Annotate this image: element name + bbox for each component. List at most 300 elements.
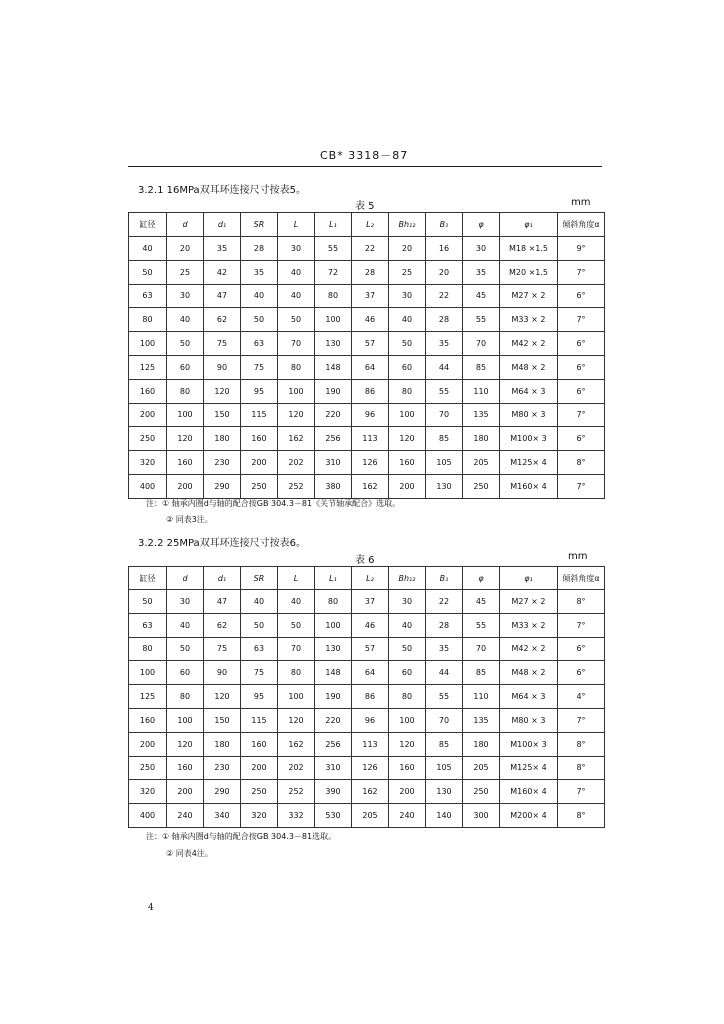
table-cell: 205 bbox=[463, 451, 500, 475]
column-header: Bh₁₂ bbox=[389, 213, 426, 237]
table-cell: 160 bbox=[241, 427, 278, 451]
table-cell: 30 bbox=[389, 284, 426, 308]
table-cell: 125 bbox=[129, 685, 167, 709]
table-cell: 162 bbox=[352, 780, 389, 804]
table-row bbox=[129, 590, 605, 614]
table-row bbox=[129, 308, 605, 332]
document-code: CB* 3318－87 bbox=[320, 149, 409, 162]
table-cell: M27 × 2 bbox=[500, 284, 558, 308]
table-cell: 200 bbox=[389, 780, 426, 804]
table-cell: 40 bbox=[167, 308, 204, 332]
table-cell: 6° bbox=[558, 332, 605, 356]
table-cell: 250 bbox=[129, 756, 167, 780]
table-cell: 30 bbox=[167, 284, 204, 308]
table-cell: 160 bbox=[167, 451, 204, 475]
table-cell: 148 bbox=[315, 355, 352, 379]
table-cell: 115 bbox=[241, 403, 278, 427]
table-cell: 202 bbox=[278, 451, 315, 475]
table-cell: 25 bbox=[389, 260, 426, 284]
table-cell: 7° bbox=[558, 474, 605, 498]
table-cell: 150 bbox=[204, 403, 241, 427]
table-cell: 35 bbox=[463, 260, 500, 284]
page-number: 4 bbox=[148, 903, 154, 913]
table-cell: 310 bbox=[315, 756, 352, 780]
table-cell: 126 bbox=[352, 451, 389, 475]
table-cell: 190 bbox=[315, 379, 352, 403]
column-header: d bbox=[167, 213, 204, 237]
table-cell: 35 bbox=[204, 237, 241, 261]
table-cell: 70 bbox=[278, 637, 315, 661]
table-cell: M125× 4 bbox=[500, 451, 558, 475]
table-cell: 100 bbox=[278, 685, 315, 709]
table-cell: M200× 4 bbox=[500, 804, 558, 828]
table-cell: 7° bbox=[558, 780, 605, 804]
table-cell: 22 bbox=[352, 237, 389, 261]
table-cell: 95 bbox=[241, 685, 278, 709]
table-cell: 47 bbox=[204, 590, 241, 614]
table-cell: 75 bbox=[241, 355, 278, 379]
table-cell: 240 bbox=[389, 804, 426, 828]
table-cell: 100 bbox=[278, 379, 315, 403]
table-cell: 64 bbox=[352, 661, 389, 685]
table-cell: 64 bbox=[352, 355, 389, 379]
table-cell: 200 bbox=[129, 403, 167, 427]
column-header: φ bbox=[463, 567, 500, 590]
table-cell: 530 bbox=[315, 804, 352, 828]
table-cell: 16 bbox=[426, 237, 463, 261]
column-header: L₁ bbox=[315, 213, 352, 237]
table-cell: 252 bbox=[278, 474, 315, 498]
table-cell: 90 bbox=[204, 661, 241, 685]
table-cell: 390 bbox=[315, 780, 352, 804]
table-cell: 256 bbox=[315, 427, 352, 451]
table-row bbox=[129, 355, 605, 379]
table-cell: 70 bbox=[426, 403, 463, 427]
table-cell: 60 bbox=[167, 355, 204, 379]
table-cell: 6° bbox=[558, 427, 605, 451]
table-row bbox=[129, 284, 605, 308]
table-row bbox=[129, 804, 605, 828]
table-cell: 50 bbox=[278, 308, 315, 332]
table-cell: 250 bbox=[463, 780, 500, 804]
table-cell: 80 bbox=[389, 685, 426, 709]
table-cell: 80 bbox=[167, 379, 204, 403]
table-cell: 50 bbox=[278, 613, 315, 637]
column-header: φ₁ bbox=[500, 213, 558, 237]
table-cell: 240 bbox=[167, 804, 204, 828]
table-cell: M125× 4 bbox=[500, 756, 558, 780]
table-6-caption: 表 6 bbox=[355, 555, 375, 566]
table-cell: 105 bbox=[426, 756, 463, 780]
table-5-caption: 表 5 bbox=[355, 201, 375, 212]
table-cell: 70 bbox=[463, 637, 500, 661]
table-cell: 40 bbox=[129, 237, 167, 261]
table-6-note-1: 注：① 轴承内圈d与轴的配合按GB 304.3－81选取。 bbox=[146, 832, 337, 841]
table-cell: 7° bbox=[558, 403, 605, 427]
table-cell: 63 bbox=[129, 613, 167, 637]
table-5-note-1: 注：① 轴承内圈d与轴的配合按GB 304.3－81《关节轴承配合》选取。 bbox=[146, 499, 401, 508]
table-cell: 57 bbox=[352, 332, 389, 356]
table-cell: 20 bbox=[389, 237, 426, 261]
table-cell: 340 bbox=[204, 804, 241, 828]
table-cell: 230 bbox=[204, 451, 241, 475]
table-cell: 6° bbox=[558, 379, 605, 403]
table-cell: 85 bbox=[463, 661, 500, 685]
table-cell: 120 bbox=[167, 427, 204, 451]
table-cell: 300 bbox=[463, 804, 500, 828]
table-cell: 30 bbox=[463, 237, 500, 261]
table-cell: 6° bbox=[558, 661, 605, 685]
table-cell: 380 bbox=[315, 474, 352, 498]
table-cell: 40 bbox=[278, 590, 315, 614]
table-cell: 46 bbox=[352, 613, 389, 637]
table-cell: 230 bbox=[204, 756, 241, 780]
table-cell: 160 bbox=[167, 756, 204, 780]
table-cell: 100 bbox=[315, 308, 352, 332]
table-cell: 50 bbox=[129, 260, 167, 284]
table-cell: 80 bbox=[278, 661, 315, 685]
table-cell: 100 bbox=[315, 613, 352, 637]
table-cell: 22 bbox=[426, 284, 463, 308]
table-cell: 100 bbox=[167, 708, 204, 732]
table-cell: 47 bbox=[204, 284, 241, 308]
column-header: B₁ bbox=[426, 567, 463, 590]
table-cell: 100 bbox=[389, 403, 426, 427]
table-cell: 90 bbox=[204, 355, 241, 379]
table-cell: 125 bbox=[129, 355, 167, 379]
column-header: 倾斜角度α bbox=[558, 213, 605, 237]
column-header: SR bbox=[241, 213, 278, 237]
table-cell: 180 bbox=[463, 732, 500, 756]
column-header: L₂ bbox=[352, 213, 389, 237]
table-cell: 63 bbox=[129, 284, 167, 308]
table-cell: 290 bbox=[204, 780, 241, 804]
table-cell: 44 bbox=[426, 661, 463, 685]
table-cell: 55 bbox=[315, 237, 352, 261]
table-cell: 290 bbox=[204, 474, 241, 498]
table-cell: 55 bbox=[463, 308, 500, 332]
table-cell: 130 bbox=[315, 637, 352, 661]
table-cell: 50 bbox=[389, 332, 426, 356]
table-cell: 86 bbox=[352, 379, 389, 403]
table-cell: 20 bbox=[426, 260, 463, 284]
table-cell: 8° bbox=[558, 756, 605, 780]
table-cell: 6° bbox=[558, 355, 605, 379]
table-cell: 80 bbox=[129, 308, 167, 332]
table-cell: 55 bbox=[463, 613, 500, 637]
table-cell: 75 bbox=[241, 661, 278, 685]
table-cell: 256 bbox=[315, 732, 352, 756]
table-cell: M27 × 2 bbox=[500, 590, 558, 614]
table-cell: 6° bbox=[558, 284, 605, 308]
table-cell: 45 bbox=[463, 590, 500, 614]
table-cell: 72 bbox=[315, 260, 352, 284]
table-cell: 85 bbox=[426, 732, 463, 756]
table-cell: M33 × 2 bbox=[500, 308, 558, 332]
table-cell: 110 bbox=[463, 379, 500, 403]
table-cell: 320 bbox=[129, 780, 167, 804]
table-cell: 42 bbox=[204, 260, 241, 284]
table-row bbox=[129, 427, 605, 451]
table-cell: M160× 4 bbox=[500, 474, 558, 498]
table-5 bbox=[128, 212, 605, 499]
table-cell: 62 bbox=[204, 613, 241, 637]
table-cell: M42 × 2 bbox=[500, 332, 558, 356]
table-cell: 30 bbox=[167, 590, 204, 614]
table-cell: 160 bbox=[389, 451, 426, 475]
table-cell: 28 bbox=[241, 237, 278, 261]
column-header: L₁ bbox=[315, 567, 352, 590]
table-cell: 85 bbox=[463, 355, 500, 379]
table-cell: 55 bbox=[426, 379, 463, 403]
table-cell: 40 bbox=[241, 590, 278, 614]
table-cell: 40 bbox=[241, 284, 278, 308]
table-cell: 120 bbox=[204, 685, 241, 709]
table-cell: 95 bbox=[241, 379, 278, 403]
table-cell: M80 × 3 bbox=[500, 708, 558, 732]
table-row bbox=[129, 780, 605, 804]
table-cell: 70 bbox=[463, 332, 500, 356]
table-cell: 45 bbox=[463, 284, 500, 308]
table-cell: 148 bbox=[315, 661, 352, 685]
table-cell: 100 bbox=[389, 708, 426, 732]
table-cell: 115 bbox=[241, 708, 278, 732]
table-row bbox=[129, 260, 605, 284]
table-cell: 120 bbox=[389, 732, 426, 756]
table-cell: 60 bbox=[167, 661, 204, 685]
table-cell: 150 bbox=[204, 708, 241, 732]
table-row bbox=[129, 403, 605, 427]
table-cell: 320 bbox=[241, 804, 278, 828]
table-cell: 80 bbox=[315, 284, 352, 308]
table-cell: 8° bbox=[558, 804, 605, 828]
column-header: 倾斜角度α bbox=[558, 567, 605, 590]
table-cell: 250 bbox=[463, 474, 500, 498]
table-row bbox=[129, 474, 605, 498]
table-cell: 85 bbox=[426, 427, 463, 451]
table-cell: 28 bbox=[426, 613, 463, 637]
table-row bbox=[129, 332, 605, 356]
header-rule bbox=[128, 166, 602, 167]
column-header: Bh₁₂ bbox=[389, 567, 426, 590]
table-cell: 190 bbox=[315, 685, 352, 709]
table-cell: 162 bbox=[278, 732, 315, 756]
table-cell: 80 bbox=[167, 685, 204, 709]
table-cell: 8° bbox=[558, 451, 605, 475]
table-cell: 8° bbox=[558, 590, 605, 614]
table-cell: 205 bbox=[352, 804, 389, 828]
table-cell: 35 bbox=[426, 332, 463, 356]
table-row bbox=[129, 237, 605, 261]
table-row bbox=[129, 379, 605, 403]
table-cell: 80 bbox=[278, 355, 315, 379]
table-cell: 120 bbox=[204, 379, 241, 403]
table-cell: 100 bbox=[167, 403, 204, 427]
table-cell: M18 ×1.5 bbox=[500, 237, 558, 261]
table-cell: M20 ×1.5 bbox=[500, 260, 558, 284]
table-cell: 50 bbox=[241, 308, 278, 332]
table-cell: 7° bbox=[558, 613, 605, 637]
table-cell: 62 bbox=[204, 308, 241, 332]
table-cell: 50 bbox=[167, 332, 204, 356]
table-cell: 37 bbox=[352, 590, 389, 614]
table-cell: 80 bbox=[389, 379, 426, 403]
table-cell: M42 × 2 bbox=[500, 637, 558, 661]
table-cell: 63 bbox=[241, 637, 278, 661]
column-header: SR bbox=[241, 567, 278, 590]
table-cell: 310 bbox=[315, 451, 352, 475]
table-row bbox=[129, 708, 605, 732]
table-cell: 96 bbox=[352, 403, 389, 427]
table-cell: M100× 3 bbox=[500, 732, 558, 756]
table-cell: 250 bbox=[241, 474, 278, 498]
column-header: B₁ bbox=[426, 213, 463, 237]
table-cell: 40 bbox=[278, 284, 315, 308]
table-cell: 332 bbox=[278, 804, 315, 828]
table-cell: 200 bbox=[129, 732, 167, 756]
table-cell: 46 bbox=[352, 308, 389, 332]
table-cell: 113 bbox=[352, 427, 389, 451]
table-cell: 100 bbox=[129, 661, 167, 685]
table-cell: 400 bbox=[129, 804, 167, 828]
table-cell: 202 bbox=[278, 756, 315, 780]
table-cell: 37 bbox=[352, 284, 389, 308]
table-cell: 28 bbox=[426, 308, 463, 332]
table-cell: 180 bbox=[204, 427, 241, 451]
table-cell: 75 bbox=[204, 637, 241, 661]
table-cell: 320 bbox=[129, 451, 167, 475]
column-header: 缸径 bbox=[129, 213, 167, 237]
table-cell: 60 bbox=[389, 661, 426, 685]
table-6 bbox=[128, 566, 605, 828]
table-row bbox=[129, 685, 605, 709]
column-header: L bbox=[278, 213, 315, 237]
table-cell: M80 × 3 bbox=[500, 403, 558, 427]
table-cell: M48 × 2 bbox=[500, 661, 558, 685]
column-header: φ₁ bbox=[500, 567, 558, 590]
table-cell: 200 bbox=[167, 780, 204, 804]
table-cell: 160 bbox=[389, 756, 426, 780]
table-cell: 75 bbox=[204, 332, 241, 356]
column-header: φ bbox=[463, 213, 500, 237]
table-cell: 70 bbox=[278, 332, 315, 356]
table-cell: 162 bbox=[278, 427, 315, 451]
table-cell: 135 bbox=[463, 708, 500, 732]
table-cell: 120 bbox=[278, 708, 315, 732]
table-cell: 57 bbox=[352, 637, 389, 661]
table-cell: 140 bbox=[426, 804, 463, 828]
table-cell: 200 bbox=[389, 474, 426, 498]
table-row bbox=[129, 637, 605, 661]
table-cell: 205 bbox=[463, 756, 500, 780]
table-cell: 40 bbox=[278, 260, 315, 284]
table-cell: 110 bbox=[463, 685, 500, 709]
table-cell: 250 bbox=[129, 427, 167, 451]
table-cell: 40 bbox=[389, 613, 426, 637]
table-cell: 126 bbox=[352, 756, 389, 780]
table-cell: 113 bbox=[352, 732, 389, 756]
table-cell: 120 bbox=[389, 427, 426, 451]
table-cell: 35 bbox=[241, 260, 278, 284]
table-row bbox=[129, 613, 605, 637]
table-cell: 130 bbox=[426, 780, 463, 804]
table-cell: 130 bbox=[426, 474, 463, 498]
column-header: L₂ bbox=[352, 567, 389, 590]
table-row bbox=[129, 661, 605, 685]
table-cell: 120 bbox=[167, 732, 204, 756]
table-cell: 44 bbox=[426, 355, 463, 379]
table-cell: 55 bbox=[426, 685, 463, 709]
table-cell: M100× 3 bbox=[500, 427, 558, 451]
table-6-unit: mm bbox=[568, 551, 588, 562]
table-cell: 63 bbox=[241, 332, 278, 356]
table-cell: 135 bbox=[463, 403, 500, 427]
table-cell: 50 bbox=[241, 613, 278, 637]
table-cell: 30 bbox=[278, 237, 315, 261]
table-cell: M64 × 3 bbox=[500, 379, 558, 403]
table-row bbox=[129, 732, 605, 756]
table-cell: 200 bbox=[241, 756, 278, 780]
table-cell: 40 bbox=[389, 308, 426, 332]
table-cell: 60 bbox=[389, 355, 426, 379]
column-header: 缸径 bbox=[129, 567, 167, 590]
table-cell: 160 bbox=[241, 732, 278, 756]
table-cell: 200 bbox=[241, 451, 278, 475]
table-cell: 50 bbox=[129, 590, 167, 614]
table-cell: 8° bbox=[558, 732, 605, 756]
section-2-heading: 3.2.2 25MPa双耳环连接尺寸按表6。 bbox=[138, 538, 307, 549]
table-cell: M48 × 2 bbox=[500, 355, 558, 379]
table-cell: 105 bbox=[426, 451, 463, 475]
table-cell: 200 bbox=[167, 474, 204, 498]
table-cell: 22 bbox=[426, 590, 463, 614]
table-cell: 9° bbox=[558, 237, 605, 261]
table-cell: 7° bbox=[558, 308, 605, 332]
table-cell: 20 bbox=[167, 237, 204, 261]
table-cell: 70 bbox=[426, 708, 463, 732]
column-header: d bbox=[167, 567, 204, 590]
table-cell: 7° bbox=[558, 708, 605, 732]
table-cell: 50 bbox=[389, 637, 426, 661]
table-cell: 180 bbox=[204, 732, 241, 756]
table-cell: 252 bbox=[278, 780, 315, 804]
table-cell: 100 bbox=[129, 332, 167, 356]
table-row bbox=[129, 756, 605, 780]
table-cell: 30 bbox=[389, 590, 426, 614]
table-cell: 220 bbox=[315, 708, 352, 732]
table-cell: 4° bbox=[558, 685, 605, 709]
table-cell: 25 bbox=[167, 260, 204, 284]
table-cell: 400 bbox=[129, 474, 167, 498]
table-cell: 180 bbox=[463, 427, 500, 451]
table-cell: 130 bbox=[315, 332, 352, 356]
table-cell: 162 bbox=[352, 474, 389, 498]
column-header: d₁ bbox=[204, 567, 241, 590]
table-6-note-2: ② 同表4注。 bbox=[166, 849, 213, 858]
table-cell: M160× 4 bbox=[500, 780, 558, 804]
table-5-note-2: ② 同表3注。 bbox=[166, 515, 213, 524]
table-cell: 6° bbox=[558, 637, 605, 661]
table-cell: M64 × 3 bbox=[500, 685, 558, 709]
table-cell: 220 bbox=[315, 403, 352, 427]
table-cell: 160 bbox=[129, 708, 167, 732]
table-cell: 7° bbox=[558, 260, 605, 284]
table-cell: 80 bbox=[129, 637, 167, 661]
table-cell: 40 bbox=[167, 613, 204, 637]
section-1-heading: 3.2.1 16MPa双耳环连接尺寸按表5。 bbox=[138, 185, 307, 196]
table-cell: 96 bbox=[352, 708, 389, 732]
column-header: L bbox=[278, 567, 315, 590]
